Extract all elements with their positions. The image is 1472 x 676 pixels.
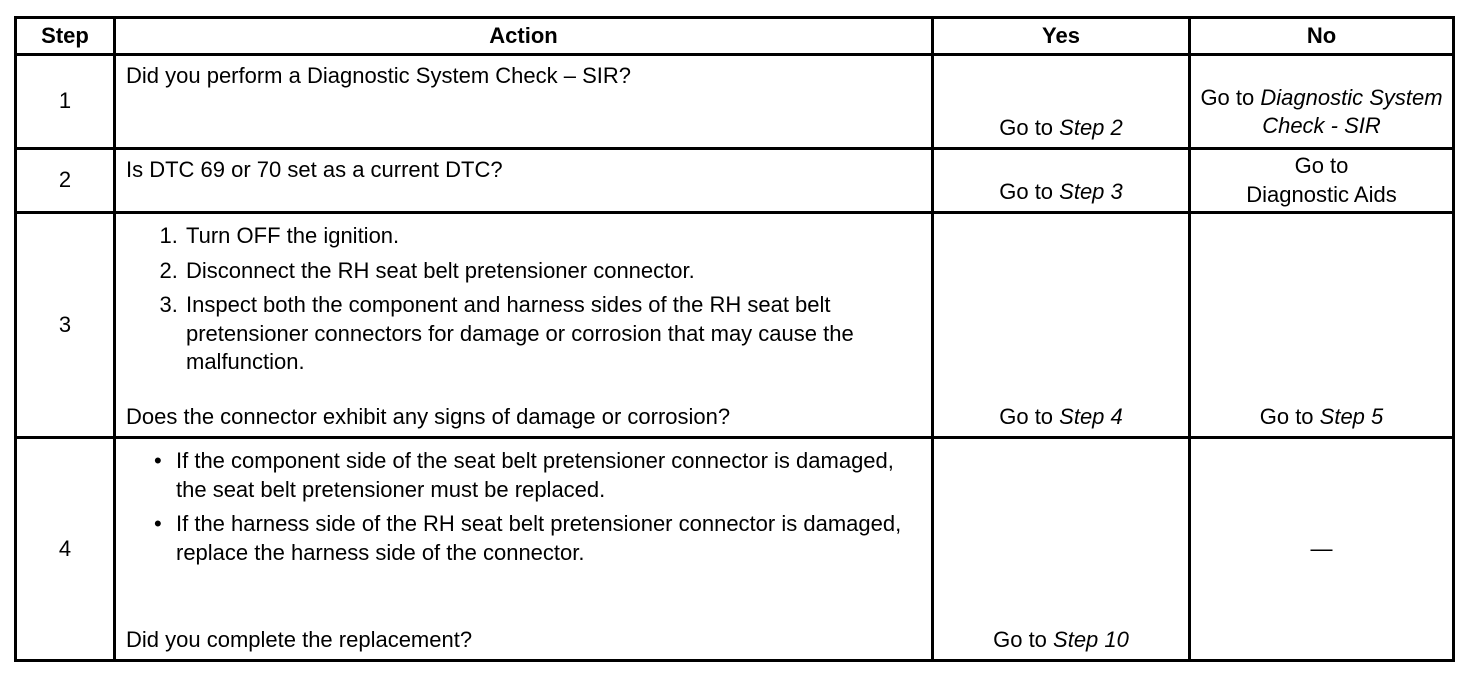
no-cell — [1190, 438, 1454, 661]
table-row — [16, 55, 1454, 149]
yes-prefix: Go to — [993, 627, 1054, 653]
procedure-list — [126, 222, 921, 383]
bullet-item: • If the harness side of the RH seat belt pretensioner connector is damaged, replace the harness side of the connector. — [176, 510, 921, 567]
no-cell — [1190, 213, 1454, 438]
procedure-item: 2. Disconnect the RH seat belt pretensioner connector. — [184, 257, 921, 286]
yes-prefix: Go to — [999, 179, 1060, 205]
no-line-2: Diagnostic Aids — [1246, 181, 1397, 207]
header-step: Step — [16, 18, 115, 55]
diagnostic-table — [14, 16, 1455, 662]
no-target: Diagnostic System Check - SIR — [1260, 84, 1443, 139]
no-line-1: Go to — [1294, 152, 1349, 178]
yes-cell — [933, 55, 1190, 149]
table-row — [16, 213, 1454, 438]
yes-target: Step 4 — [1059, 404, 1123, 430]
no-cell — [1190, 55, 1454, 149]
action-cell — [115, 55, 933, 149]
no-prefix: Go to — [1259, 404, 1320, 430]
table-row — [16, 438, 1454, 661]
header-row — [16, 18, 1454, 55]
yes-target: Step 2 — [1059, 115, 1123, 141]
step-number: 3 — [16, 213, 115, 438]
bullet-item: • If the component side of the seat belt pretensioner connector is damaged, the seat belt pretensioner must be replaced. — [176, 447, 921, 504]
action-question: Is DTC 69 or 70 set as a current DTC? — [126, 157, 503, 182]
action-question: Did you perform a Diagnostic System Check – SIR? — [126, 63, 631, 88]
yes-prefix: Go to — [999, 404, 1060, 430]
action-question: Does the connector exhibit any signs of damage or corrosion? — [126, 404, 731, 430]
no-prefix: Go to — [1200, 84, 1261, 110]
yes-cell — [933, 213, 1190, 438]
header-no: No — [1190, 18, 1454, 55]
no-cell — [1190, 149, 1454, 213]
step-number: 4 — [16, 438, 115, 661]
procedure-item: 1. Turn OFF the ignition. — [184, 222, 921, 251]
yes-cell — [933, 149, 1190, 213]
action-cell — [115, 213, 933, 438]
no-dash: — — [1310, 535, 1333, 561]
table-row — [16, 149, 1454, 213]
yes-prefix: Go to — [999, 115, 1060, 141]
step-number: 2 — [16, 149, 115, 213]
yes-target: Step 3 — [1059, 179, 1123, 205]
yes-target: Step 10 — [1053, 627, 1129, 653]
bullet-list — [126, 447, 921, 573]
header-yes: Yes — [933, 18, 1190, 55]
step-number: 1 — [16, 55, 115, 149]
yes-cell — [933, 438, 1190, 661]
action-question: Did you complete the replacement? — [126, 627, 473, 653]
action-cell — [115, 438, 933, 661]
header-action: Action — [115, 18, 933, 55]
procedure-item: 3. Inspect both the component and harness sides of the RH seat belt pretensioner connectors for damage or corrosion that may cause the malfunction. — [184, 291, 921, 377]
action-cell — [115, 149, 933, 213]
no-target: Step 5 — [1319, 404, 1384, 430]
